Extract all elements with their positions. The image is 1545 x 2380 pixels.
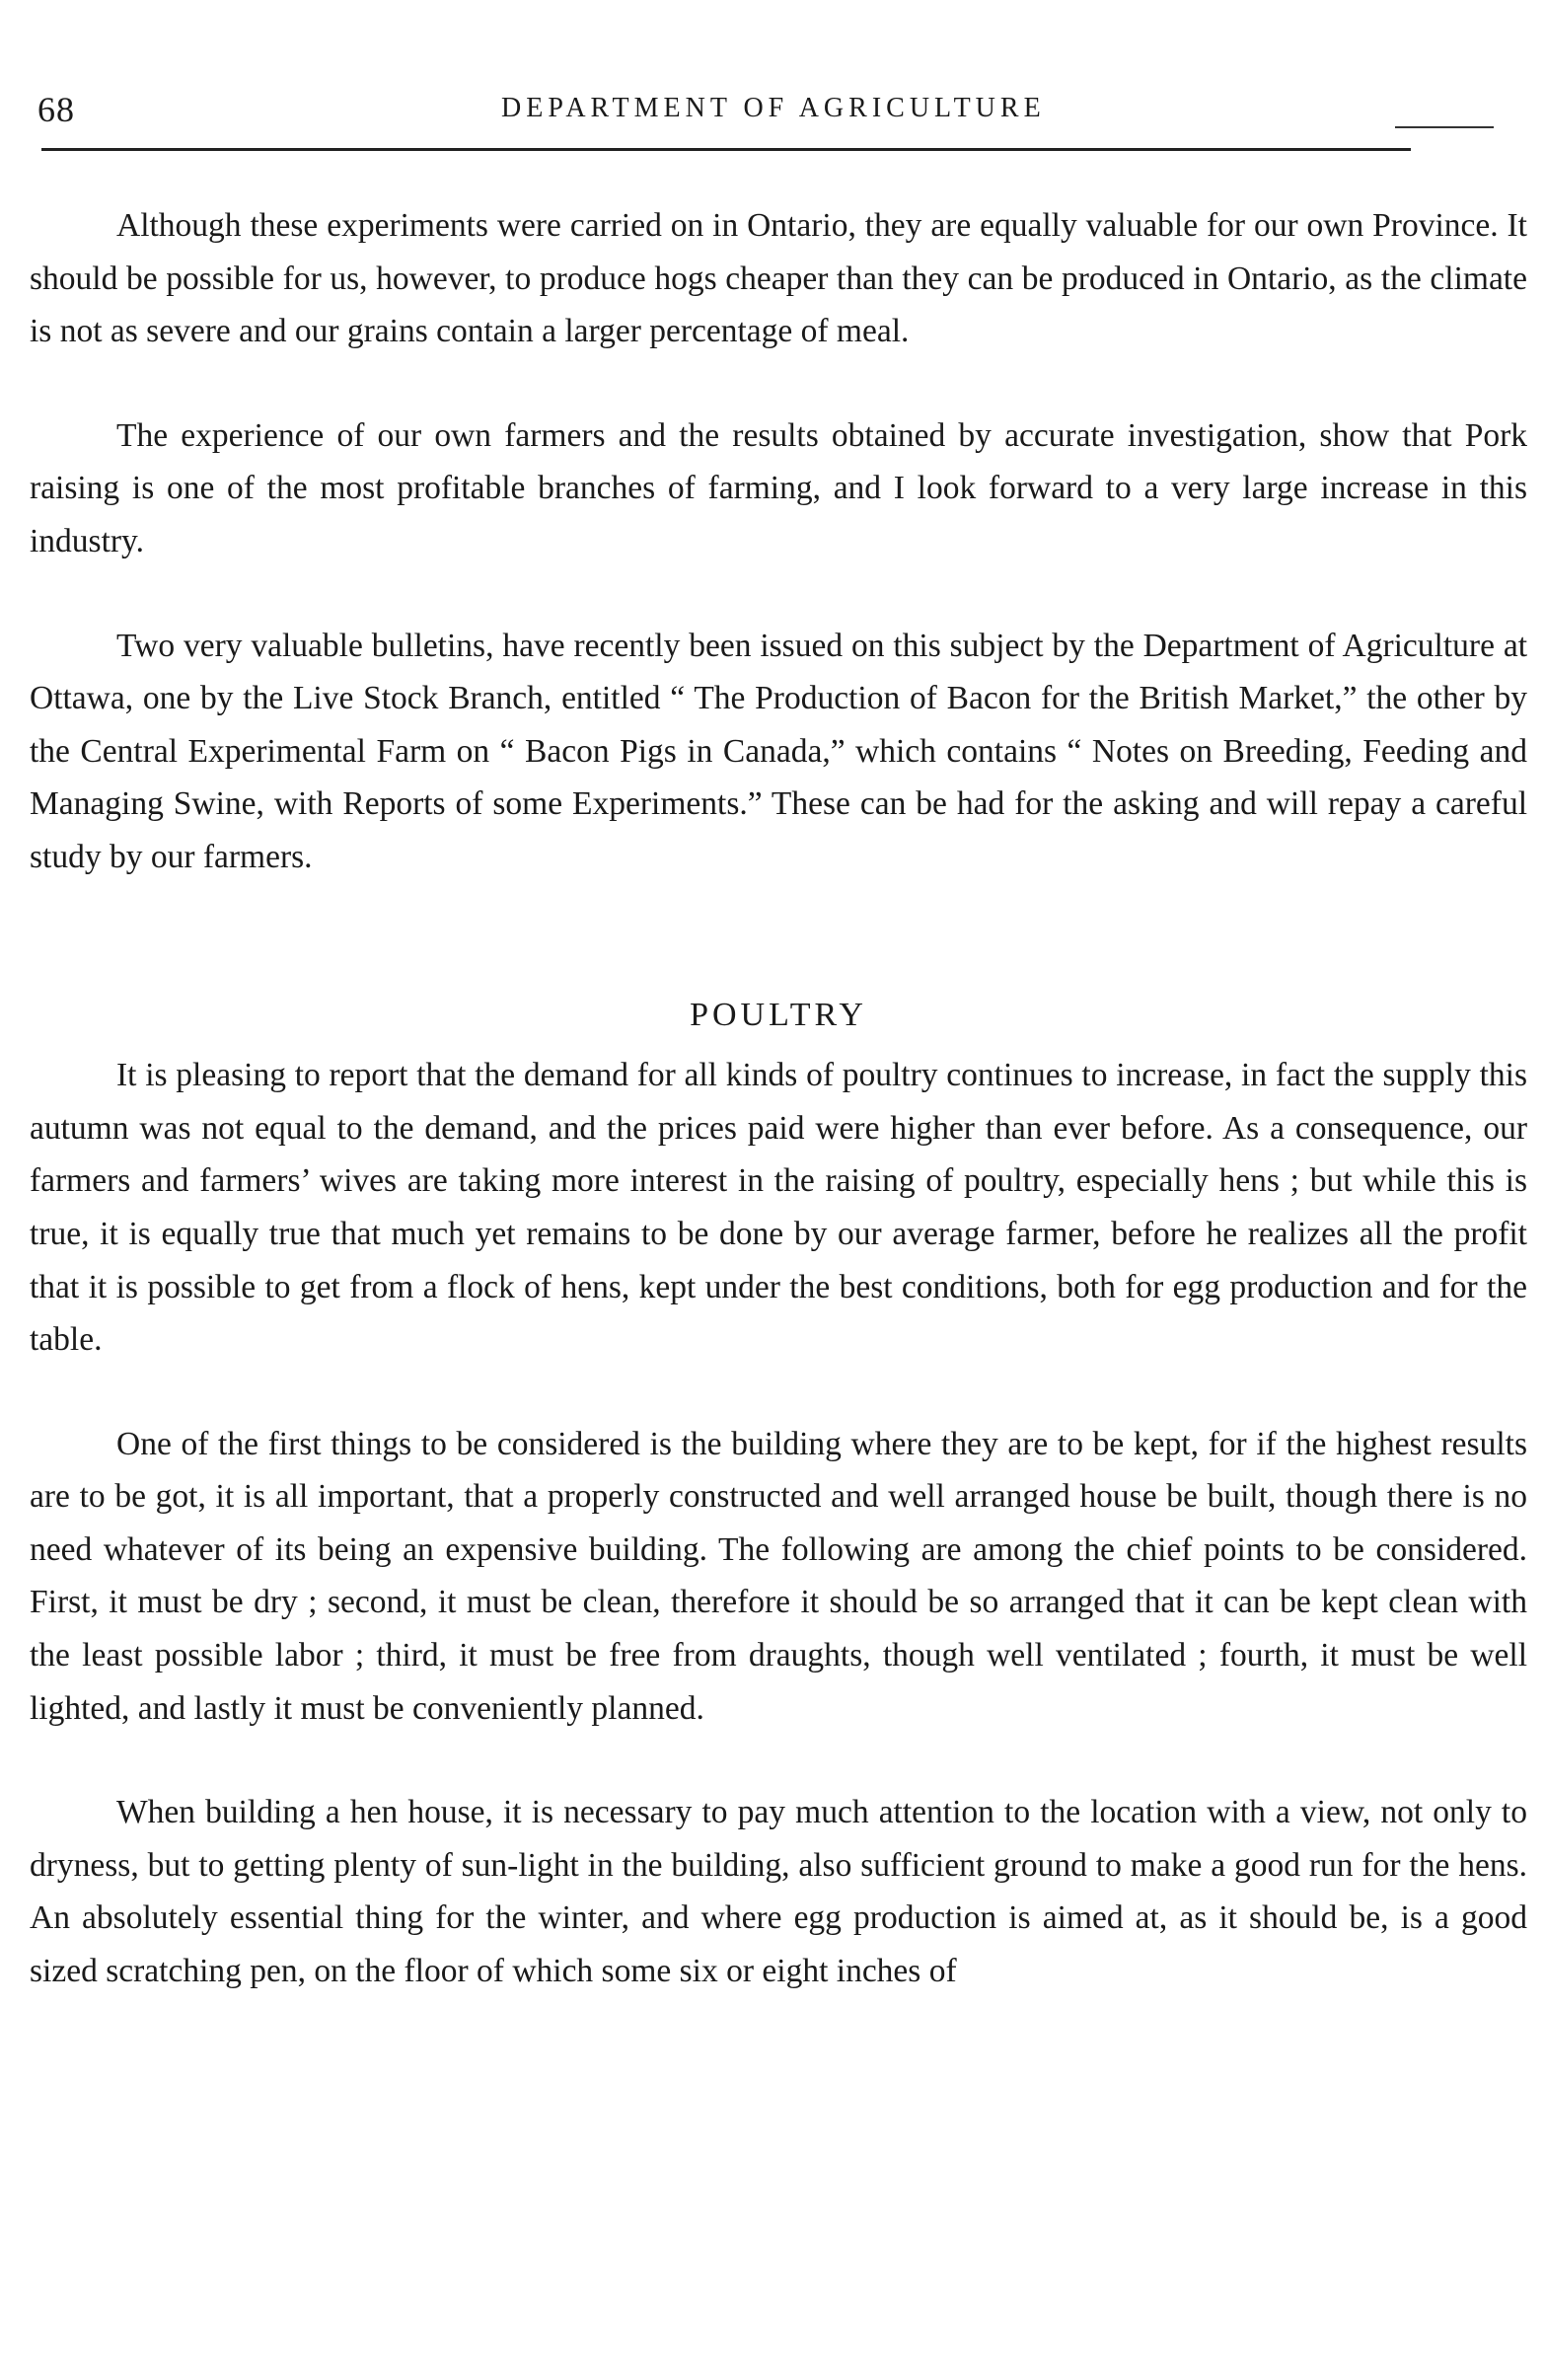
paragraph-poultry-demand: It is pleasing to report that the demand for all kinds of poultry continues to increase, in fact the supply this autumn was not equal to the demand, and the prices paid were higher than ever before. As a consequence, our farmers and farmers’ wives are taking more interest in the raising of poultry, especially hens ; but while this is true, it is equally true that much yet remains to be done by our average farmer, before he realizes all the profit that it is possible to get from a flock of hens, kept under the best conditions, both for egg production and for the table. bbox=[30, 1057, 1527, 1359]
paragraph-hen-house-building: One of the first things to be considered is the building where they are to be kept, for if the highest results are to be got, it is all important, that a properly constructed and well arranged house be built, though there is no need whatever of its being an expensive building. The following are among the chief points to be considered. First, it must be dry ; second, it must be clean, therefore it should be so arranged that it can be kept clean with the least possible labor ; third, it must be free from draughts, though well ventilated ; fourth, it must be well lighted, and lastly it must be conveniently planned. bbox=[30, 1425, 1527, 1727]
header-short-rule bbox=[1395, 126, 1494, 128]
body-text bbox=[30, 199, 1527, 1998]
header-rule bbox=[41, 148, 1411, 151]
paragraph-pork-raising: The experience of our own farmers and the results obtained by accurate investigation, show that Pork raising is one of the most profitable branches of farming, and I look forward to a very large increase in this industry. bbox=[30, 416, 1527, 559]
paragraph-bulletins: Two very valuable bulletins, have recently been issued on this subject by the Department of Agriculture at Ottawa, one by the Live Stock Branch, entitled “ The Production of Bacon for the British Market,” the other by the Central Experimental Farm on “ Bacon Pigs in Canada,” which contains “ Notes on Breeding, Feeding and Managing Swine, with Reports of some Experiments.” These can be had for the asking and will repay a careful study by our farmers. bbox=[30, 627, 1527, 875]
paragraph-ontario-experiments: Although these experiments were carried on in Ontario, they are equally valuable for our own Province. It should be possible for us, however, to produce hogs cheaper than they can be produced in Ontario, as the climate is not as severe and our grains contain a larger percentage of meal. bbox=[30, 207, 1527, 350]
page-header bbox=[37, 77, 1498, 136]
running-title: DEPARTMENT OF AGRICULTURE bbox=[501, 93, 1046, 123]
paragraph-hen-house-location: When building a hen house, it is necessary to pay much attention to the location with a view, not only to dryness, but to getting plenty of sun-light in the building, also sufficient ground to make a good run for the hens. An absolutely essential thing for the winter, and where egg production is aimed at, as it should be, is a good sized scratching pen, on the floor of which some six or eight inches of bbox=[30, 1794, 1527, 1990]
section-heading-poultry: POULTRY bbox=[690, 996, 867, 1033]
page-number: 68 bbox=[37, 90, 75, 129]
